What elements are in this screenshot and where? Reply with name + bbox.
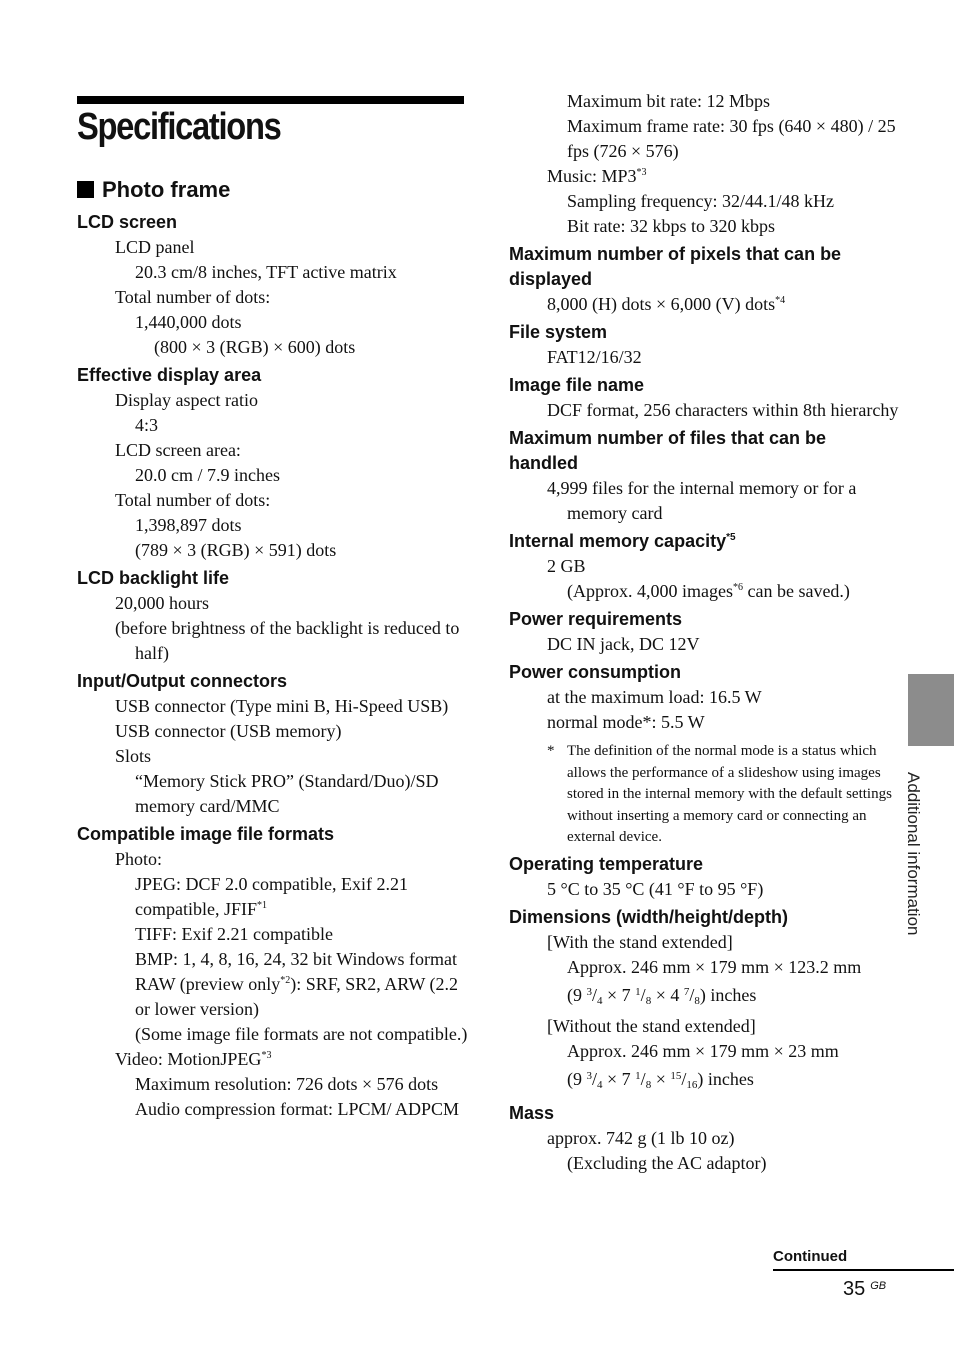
fraction-denominator: 16 <box>686 1078 698 1091</box>
spec-line: Audio compression format: LPCM/ ADPCM <box>135 1099 460 1119</box>
io-heading: Input/Output connectors <box>77 671 287 691</box>
spec-line: 2 GB <box>547 556 586 576</box>
spec-line: (9 $^3/_4 \times 7$ $^1/_8 \times ^{15}/_{16}$) inches <box>567 1068 754 1091</box>
temp-heading: Operating temperature <box>509 853 704 874</box>
fraction-denominator: 4 <box>597 994 603 1007</box>
image-name-heading: Image file name <box>509 375 645 395</box>
power-footnote <box>509 741 899 849</box>
spec-line: (789 × 3 (RGB) × 591) dots <box>135 540 337 560</box>
title-rule <box>77 96 464 104</box>
footnote-text: The definition of the normal mode is a status which allows the performance of a slideshow using images stored in the internal memory with the default settings without inserting a memory card or connecting an external device. <box>567 743 892 845</box>
formats-heading: Compatible image file formats <box>77 824 335 844</box>
spec-line: Maximum bit rate: 12 Mbps <box>567 91 770 111</box>
spec-line: [With the stand extended] <box>547 931 733 952</box>
spec-line: Approx. 246 mm × 179 mm × 123.2 mm <box>567 956 862 977</box>
spec-line: Bit rate: 32 kbps to 320 kbps <box>567 216 775 236</box>
spec-line <box>77 1047 469 1072</box>
spec-line: (Some image file formats are not compatible.) <box>135 1024 468 1044</box>
spec-line: normal mode*: 5.5 W <box>547 712 705 732</box>
spec-line: TIFF: Exif 2.21 compatible <box>135 924 333 944</box>
square-bullet-icon <box>77 181 94 198</box>
internal-memory-heading-text: Internal memory capacity <box>509 531 727 551</box>
fraction-numerator: 15 <box>670 1069 682 1082</box>
approx-text-rest: can be saved.) <box>742 581 850 601</box>
max-pixels-heading: Maximum number of pixels that can be displayed <box>509 244 842 289</box>
footnote-ref: *2 <box>280 975 291 986</box>
spec-line: at the maximum load: 16.5 W <box>547 687 762 707</box>
spec-line: 5 °C to 35 °C (41 °F to 95 °F) <box>547 878 764 899</box>
footnote-ref: *5 <box>726 532 736 543</box>
approx-text: (Approx. 4,000 images <box>567 581 733 601</box>
spec-line: DC IN jack, DC 12V <box>547 634 700 654</box>
footnote-mark: * <box>547 743 555 759</box>
spec-line: BMP: 1, 4, 8, 16, 24, 32 bit Windows format <box>135 949 457 969</box>
spec-line: FAT12/16/32 <box>547 347 642 367</box>
spec-line <box>509 164 899 189</box>
section-heading <box>77 176 230 204</box>
spec-line: (Excluding the AC adaptor) <box>567 1152 767 1173</box>
spec-line: DCF format, 256 characters within 8th hierarchy <box>547 400 899 420</box>
spec-line: Total number of dots: <box>115 490 271 510</box>
spec-line: Slots <box>115 746 152 766</box>
spec-line: [Without the stand extended] <box>547 1015 756 1036</box>
footer-rule <box>773 1269 954 1271</box>
backlight-heading: LCD backlight life <box>77 568 230 588</box>
page-number-value: 35 <box>843 1278 866 1300</box>
page-number <box>843 1278 886 1301</box>
spec-line: 20.0 cm / 7.9 inches <box>135 465 280 485</box>
footnote-ref: *1 <box>257 900 267 911</box>
spec-line <box>509 579 899 604</box>
video-text: Video: MotionJPEG <box>115 1049 262 1069</box>
dimensions-heading: Dimensions (width/height/depth) <box>509 906 788 927</box>
dim-text: ) inches <box>699 984 757 1005</box>
display-area-heading: Effective display area <box>77 365 262 385</box>
fraction-denominator: 8 <box>645 994 652 1007</box>
spec-line: Display aspect ratio <box>115 390 258 410</box>
spec-line: LCD screen area: <box>115 440 241 460</box>
spec-line: Sampling frequency: 32/44.1/48 kHz <box>567 191 834 211</box>
fraction-denominator: 8 <box>694 994 700 1007</box>
fraction-denominator: 8 <box>645 1078 652 1091</box>
spec-line: Total number of dots: <box>115 287 271 307</box>
power-req-heading: Power requirements <box>509 609 683 629</box>
mass-heading: Mass <box>509 1102 555 1123</box>
dim-text: × <box>651 1068 671 1089</box>
spec-line: (before brightness of the backlight is reduced to half) <box>115 618 460 663</box>
jpeg-text: JPEG: DCF 2.0 compatible, Exif 2.21 compatible, JFIF <box>135 874 408 919</box>
spec-line: LCD panel <box>115 237 195 257</box>
max-files-heading: Maximum number of files that can be handled <box>509 428 827 473</box>
dim-text: × 7 <box>602 984 636 1005</box>
lcd-screen-heading: LCD screen <box>77 212 178 232</box>
spec-line: 4:3 <box>135 415 159 435</box>
spec-line: Approx. 246 mm × 179 mm × 23 mm <box>567 1040 839 1061</box>
footnote-ref: *4 <box>775 295 786 306</box>
spec-line: 1,398,897 dots <box>135 515 242 535</box>
fraction-numerator: 3 <box>586 985 592 998</box>
fraction-denominator: 4 <box>597 1078 603 1091</box>
footnote-ref: *6 <box>732 582 743 593</box>
dim-text: (9 <box>567 984 587 1005</box>
file-system-heading: File system <box>509 322 608 342</box>
dim-text: (9 <box>567 1068 587 1089</box>
music-text: Music: MP3 <box>547 166 637 186</box>
spec-line: Maximum frame rate: 30 fps (640 × 480) / 25 fps (726 × 576) <box>567 116 896 161</box>
dim-text: ) inches <box>697 1068 754 1089</box>
spec-line: Photo: <box>115 849 163 869</box>
section-title: Photo frame <box>102 177 231 202</box>
left-column <box>77 207 469 1122</box>
page-suffix: GB <box>870 1280 887 1292</box>
fraction-numerator: 3 <box>586 1069 592 1082</box>
spec-line: 20.3 cm/8 inches, TFT active matrix <box>135 262 397 282</box>
dim-text: × 7 <box>602 1068 636 1089</box>
spec-line: (9 $^3/_4 \times 7$ $^1/_8 \times 4$ $^7/_8$) inches <box>567 984 757 1007</box>
footnote-ref: *3 <box>636 167 647 178</box>
spec-line <box>77 972 469 1022</box>
internal-memory-heading <box>509 529 899 554</box>
power-cons-heading: Power consumption <box>509 662 682 682</box>
raw-text-rest: ): SRF, SR2, ARW (2.2 or lower version) <box>135 974 458 1019</box>
fraction-numerator: 1 <box>635 985 641 998</box>
fraction-numerator: 7 <box>683 985 690 998</box>
max-pixels-value: 8,000 (H) dots × 6,000 (V) dots <box>547 294 776 314</box>
dim-text: × 4 <box>651 984 684 1005</box>
spec-line: 4,999 files for the internal memory or for a memory card <box>547 478 857 523</box>
spec-line: 20,000 hours <box>115 593 209 613</box>
raw-text: RAW (preview only <box>135 974 281 994</box>
spec-line: “Memory Stick PRO” (Standard/Duo)/SD memory card/MMC <box>135 771 439 816</box>
spec-line: USB connector (USB memory) <box>115 721 342 741</box>
spec-line: approx. 742 g (1 lb 10 oz) <box>547 1127 735 1148</box>
footnote-ref: *3 <box>261 1050 272 1061</box>
page-title: Specifications <box>77 106 281 148</box>
fraction-numerator: 1 <box>635 1069 641 1082</box>
continued-label: Continued <box>773 1248 848 1265</box>
side-tab-marker <box>908 674 954 746</box>
right-column <box>509 89 899 1176</box>
side-tab-label: Additional information <box>904 772 923 936</box>
spec-line <box>77 872 469 922</box>
spec-line: Maximum resolution: 726 dots × 576 dots <box>135 1074 439 1094</box>
spec-line: USB connector (Type mini B, Hi-Speed USB) <box>115 696 449 716</box>
spec-line: (800 × 3 (RGB) × 600) dots <box>154 337 356 357</box>
spec-line: 1,440,000 dots <box>135 312 242 332</box>
spec-line <box>509 292 899 317</box>
